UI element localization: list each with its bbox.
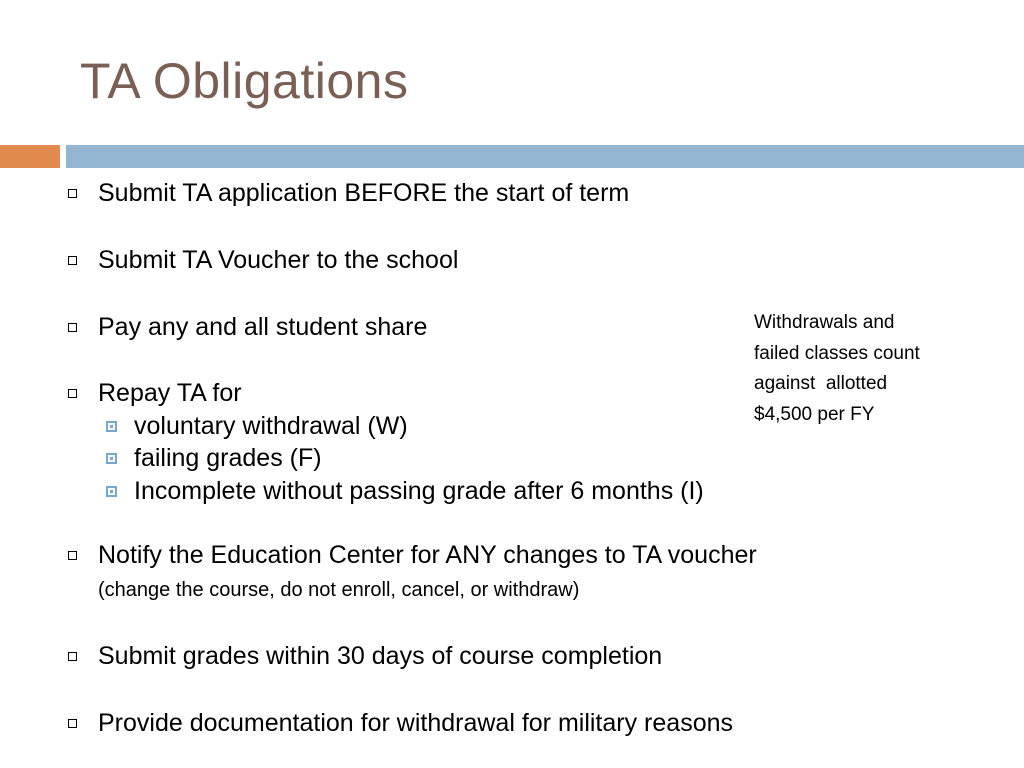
bullet-text: Submit TA application BEFORE the start of term	[98, 179, 630, 207]
title-accent-bar	[0, 145, 60, 168]
bullet-text: Notify the Education Center for ANY changes to TA voucher	[98, 541, 757, 569]
side-note-line: against allotted	[754, 373, 888, 394]
bullet-text: Repay TA for	[98, 379, 242, 407]
sub-bullet-text: voluntary withdrawal (W)	[134, 412, 408, 440]
bullet-note: (change the course, do not enroll, cancel, or withdraw)	[98, 579, 580, 601]
sub-bullet-text: Incomplete without passing grade after 6 months (I)	[134, 477, 704, 505]
sub-bullet-icon	[106, 486, 117, 497]
square-bullet-icon	[68, 189, 77, 198]
square-bullet-icon	[68, 551, 77, 560]
sub-bullet-icon	[106, 421, 117, 432]
sub-bullet-icon	[106, 453, 117, 464]
sub-bullet-item	[134, 443, 322, 473]
bullet-item	[98, 245, 458, 275]
sub-bullet-item	[134, 411, 408, 441]
bullet-text: Submit TA Voucher to the school	[98, 246, 459, 274]
square-bullet-icon	[68, 323, 77, 332]
bullet-item	[98, 312, 427, 342]
side-note-line: Withdrawals and	[754, 312, 895, 333]
sub-bullet-text: failing grades (F)	[134, 444, 322, 472]
square-bullet-icon	[68, 389, 77, 398]
side-note-line: failed classes count	[754, 342, 920, 364]
side-note-line: $4,500 per FY	[754, 403, 875, 425]
bullet-item	[98, 540, 757, 570]
slide-title: TA Obligations	[80, 53, 409, 109]
bullet-item	[98, 178, 629, 208]
sub-bullet-item	[134, 476, 704, 506]
side-note	[754, 308, 994, 430]
square-bullet-icon	[68, 652, 77, 661]
square-bullet-icon	[68, 256, 77, 265]
bullet-text: Pay any and all student share	[98, 313, 428, 341]
bullet-text: Submit grades within 30 days of course completion	[98, 642, 663, 670]
title-divider-bar	[66, 145, 1024, 168]
bullet-item	[98, 378, 242, 408]
bullet-text: Provide documentation for withdrawal for military reasons	[98, 709, 733, 737]
bullet-item	[98, 708, 733, 738]
bullet-item	[98, 641, 662, 671]
square-bullet-icon	[68, 719, 77, 728]
